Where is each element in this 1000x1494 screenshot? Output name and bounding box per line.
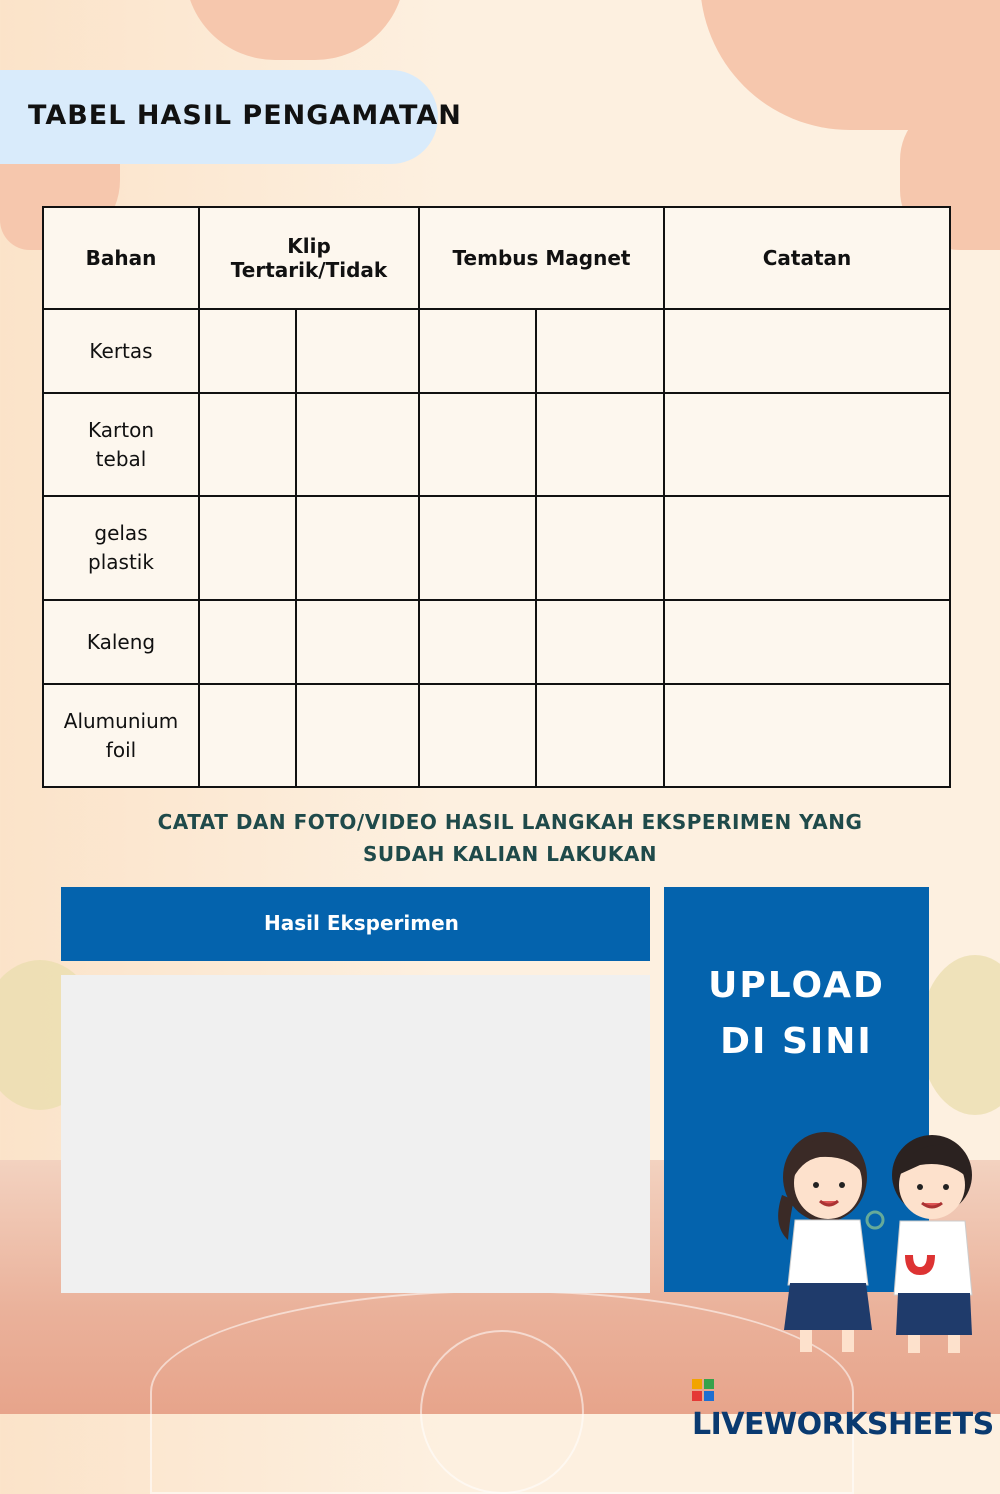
tree-decor	[920, 955, 1000, 1115]
table-row	[43, 393, 950, 496]
catatan-cell[interactable]	[664, 309, 950, 393]
klip-ya-cell[interactable]	[199, 684, 296, 787]
liveworksheets-logo	[692, 1372, 1000, 1442]
klip-tidak-cell[interactable]	[296, 496, 419, 600]
footer-text: LIVEWORKSHEETS	[692, 1407, 994, 1442]
klip-tidak-cell[interactable]	[296, 600, 419, 684]
table-row	[43, 684, 950, 787]
material-cell: Karton tebal	[43, 393, 199, 496]
table-row	[43, 496, 950, 600]
material-cell: Kaleng	[43, 600, 199, 684]
tembus-tidak-cell[interactable]	[536, 309, 664, 393]
catatan-cell[interactable]	[664, 496, 950, 600]
tembus-ya-cell[interactable]	[419, 600, 536, 684]
klip-ya-cell[interactable]	[199, 393, 296, 496]
catatan-cell[interactable]	[664, 600, 950, 684]
catatan-cell[interactable]	[664, 393, 950, 496]
table-row	[43, 600, 950, 684]
material-cell: gelas plastik	[43, 496, 199, 600]
header-catatan: Catatan	[664, 207, 950, 309]
page-title: TABEL HASIL PENGAMATAN	[28, 100, 462, 131]
klip-tidak-cell[interactable]	[296, 684, 419, 787]
tembus-tidak-cell[interactable]	[536, 684, 664, 787]
hasil-eksperimen-textarea[interactable]	[61, 975, 650, 1293]
klip-ya-cell[interactable]	[199, 600, 296, 684]
kids-illustration	[760, 1115, 990, 1355]
table-header-row	[43, 207, 950, 309]
tembus-tidak-cell[interactable]	[536, 496, 664, 600]
tembus-tidak-cell[interactable]	[536, 600, 664, 684]
tembus-tidak-cell[interactable]	[536, 393, 664, 496]
magnifier-icon	[867, 1212, 883, 1228]
klip-ya-cell[interactable]	[199, 496, 296, 600]
liveworksheets-logo-icon	[692, 1379, 714, 1401]
hasil-eksperimen-label: Hasil Eksperimen	[264, 911, 459, 935]
hasil-eksperimen-header	[61, 887, 650, 961]
klip-tidak-cell[interactable]	[296, 309, 419, 393]
catatan-cell[interactable]	[664, 684, 950, 787]
header-klip	[199, 207, 419, 309]
material-cell: Kertas	[43, 309, 199, 393]
header-klip-line2: Tertarik/Tidak	[230, 258, 388, 282]
tembus-ya-cell[interactable]	[419, 684, 536, 787]
header-tembus-magnet: Tembus Magnet	[419, 207, 664, 309]
upload-label: UPLOAD DI SINI	[708, 965, 885, 1062]
klip-ya-cell[interactable]	[199, 309, 296, 393]
klip-tidak-cell[interactable]	[296, 393, 419, 496]
decor-blob	[185, 0, 405, 60]
material-cell: Alumunium foil	[43, 684, 199, 787]
tembus-ya-cell[interactable]	[419, 309, 536, 393]
table-row	[43, 309, 950, 393]
instruction-text: CATAT DAN FOTO/VIDEO HASIL LANGKAH EKSPERIMEN YANG SUDAH KALIAN LAKUKAN	[157, 810, 863, 866]
header-bahan: Bahan	[43, 207, 199, 309]
observation-table	[42, 206, 951, 788]
tembus-ya-cell[interactable]	[419, 496, 536, 600]
header-klip-line1: Klip	[287, 234, 331, 258]
tembus-ya-cell[interactable]	[419, 393, 536, 496]
